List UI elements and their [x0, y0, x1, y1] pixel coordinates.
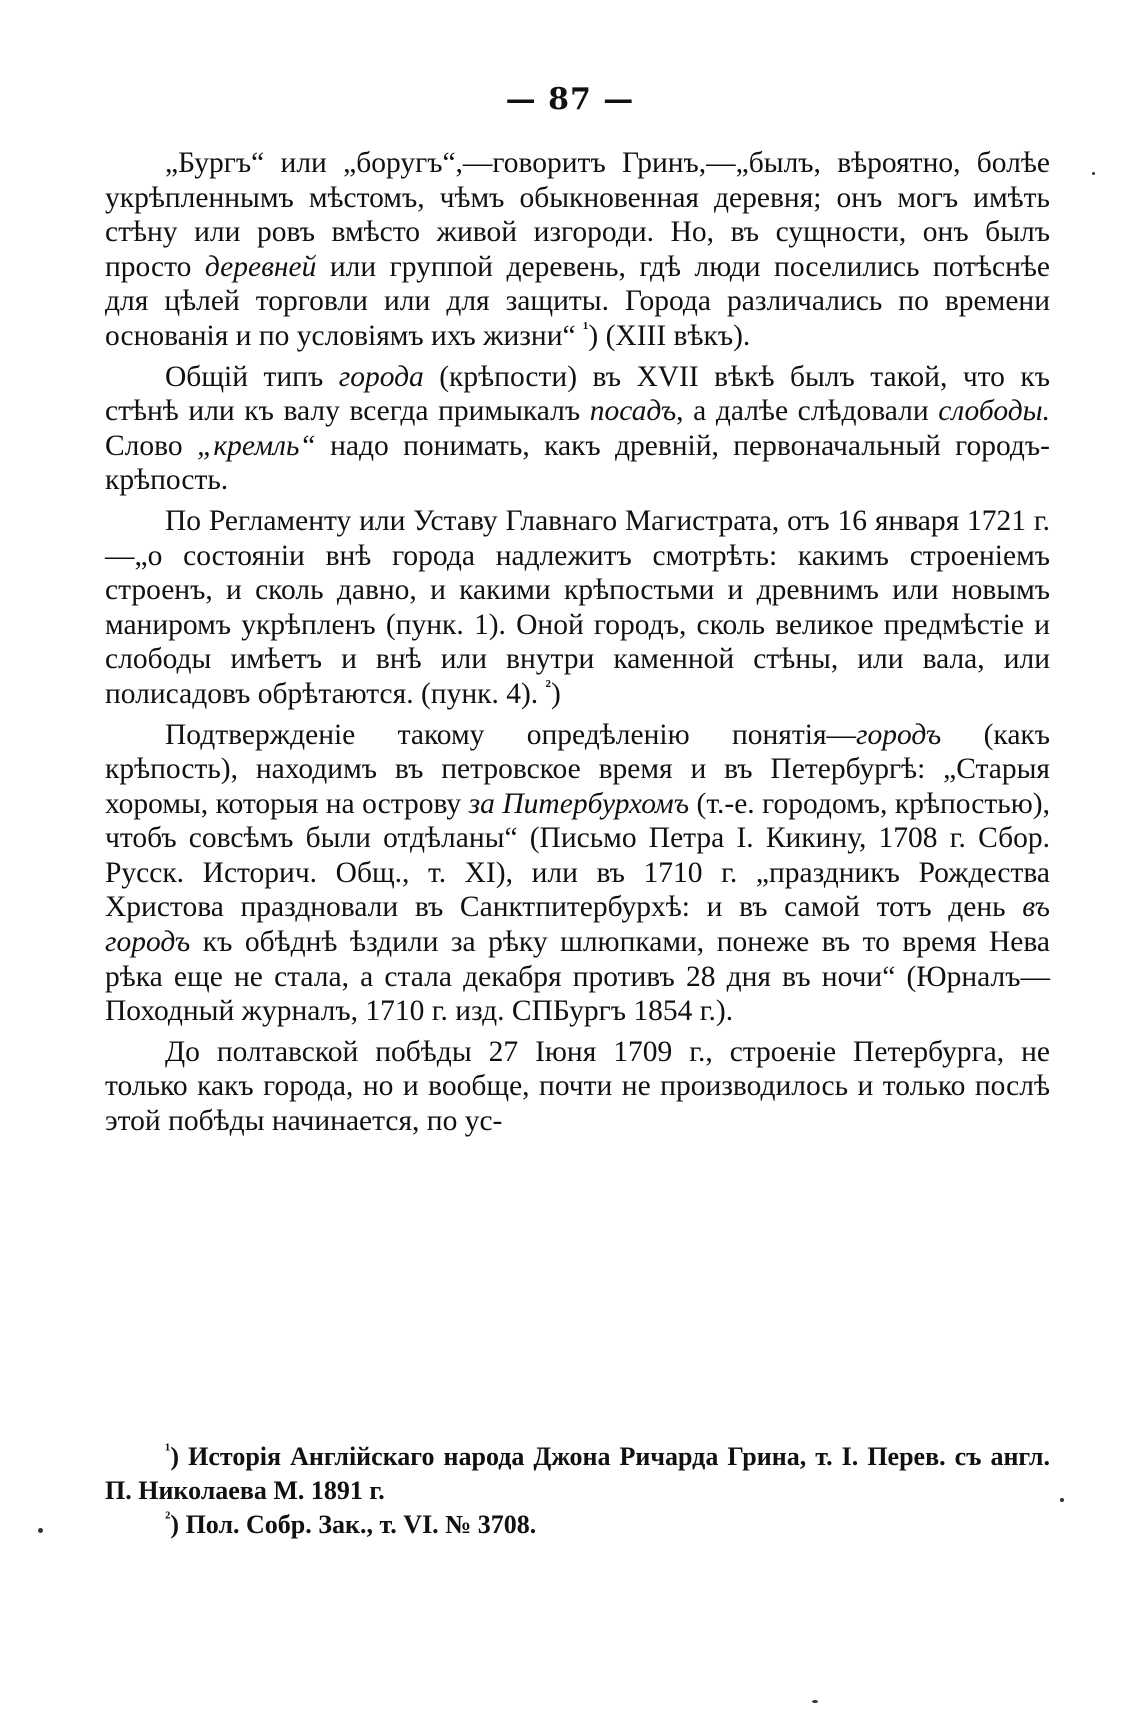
footnote-1	[105, 1440, 1050, 1508]
paragraph-4-segment: за Питербурхомъ	[468, 787, 690, 820]
paragraph-3-segment: ²	[545, 676, 551, 697]
footnote-2	[105, 1508, 1050, 1542]
paragraph-4-segment: къ обѣднѣ ѣздили за рѣку шлюпками, понеже въ то время Нева рѣка еще не стала, а стала декабря противъ 28 дня въ ночи“ (Юрналъ—Походный журналъ, 1710 г. изд. СПБургъ 1854 г.).	[105, 926, 1050, 1028]
paragraph-3-segment: По Регламенту или Уставу Главнаго Магистрата, отъ 16 января 1721 г.—„о состояніи внѣ города надлежитъ смотрѣть: какимъ строеніемъ строенъ, и сколь давно, и какими крѣпостьми и древнимъ или новымъ маниромъ укрѣпленъ (пунк. 1). Оной городъ, сколь великое предмѣстіе и слободы имѣетъ и внѣ или внутри каменной стѣны, или вала, или полисадовъ обрѣтаются. (пунк. 4).	[105, 504, 1050, 710]
paragraph-5-segment: До полтавской побѣды 27 Іюня 1709 г., строеніе Петербурга, не только какъ города, но и вообще, почти не производилось и только послѣ этой побѣды начинается, по ус-	[105, 1035, 1050, 1138]
print-speck	[1060, 1498, 1064, 1502]
footnote-2-mark: ²	[165, 1507, 171, 1528]
footnote-1-mark: ¹	[165, 1439, 171, 1460]
paragraph-1-segment: ¹	[582, 318, 589, 339]
paragraph-2-segment: Общій типъ	[165, 360, 339, 393]
print-speck	[1092, 172, 1095, 175]
paragraph-2-segment: , а далѣе слѣдовали	[676, 395, 939, 428]
footnote-2-text: ) Пол. Собр. Зак., т. VI. № 3708.	[170, 1510, 537, 1539]
paragraph-2-segment: „кремль“	[196, 429, 316, 462]
paragraph-2-segment: (крѣпости) въ XVII вѣкѣ былъ такой, что къ стѣнѣ или къ валу всегда примыкалъ	[105, 360, 1050, 428]
footnotes	[105, 1440, 1050, 1542]
footnote-1-text: ) Исторія Англійскаго народа Джона Ричарда Грина, т. I. Перев. съ англ. П. Николаева М. 1891 г.	[105, 1442, 1050, 1505]
paragraph-4-segment: (какъ крѣпость), находимъ въ петровское время и въ Петербургѣ: „Старыя хоромы, которыя на острову	[105, 718, 1050, 820]
print-speck	[38, 1528, 43, 1533]
print-speck	[812, 1700, 818, 1703]
paragraph-2-segment: города	[338, 360, 424, 393]
paragraph-2	[105, 360, 1050, 498]
paragraph-1-segment: ) (XIII вѣкъ).	[588, 319, 751, 352]
paragraph-1-segment: „Бургъ“ или „боругъ“,—говоритъ Гринъ,—„былъ, вѣроятно, болѣе укрѣпленнымъ мѣстомъ, чѣмъ обыкновенная деревня; онъ могъ имѣть стѣну или ровъ вмѣсто живой изгороди. Но, въ сущности, онъ былъ просто	[105, 147, 1050, 283]
paragraph-4-segment: (т.-е. городомъ, крѣпостью), чтобъ совсѣмъ были отдѣланы“ (Письмо Петра I. Кикину, 1708 г. Сбор. Русск. Историч. Общ., т. XI), или въ 1710 г. „праздникъ Рождества Христова праздновали въ Санктпитербурхѣ: и въ самой тотъ день	[105, 787, 1050, 924]
paragraph-4-segment: Подтвержденіе такому опредѣленію понятія—	[165, 718, 857, 751]
paragraph-3-segment: )	[550, 677, 561, 710]
paragraph-1	[105, 146, 1050, 354]
paragraph-1-segment: или группой деревень, гдѣ люди поселились потѣснѣе для цѣлей торговли или для защиты. Города различались по времени основанія и по условіямъ ихъ жизни“	[105, 250, 1050, 352]
paragraph-2-segment: надо понимать, какъ древній, первоначальный городъ-крѣпость.	[105, 429, 1051, 497]
paragraph-4-segment: въ городъ	[105, 891, 1050, 959]
page-number: — 87 —	[505, 82, 635, 117]
body-text	[105, 146, 1050, 1145]
paragraph-5	[105, 1035, 1050, 1139]
paragraph-1-segment: деревней	[204, 250, 317, 283]
paragraph-4-segment: городъ	[856, 718, 942, 751]
paragraph-2-segment: слободы.	[938, 395, 1050, 428]
paragraph-3	[105, 504, 1050, 712]
paragraph-4	[105, 718, 1050, 1029]
paragraph-2-segment: Слово	[105, 429, 197, 462]
paragraph-2-segment: посадъ	[589, 395, 677, 428]
